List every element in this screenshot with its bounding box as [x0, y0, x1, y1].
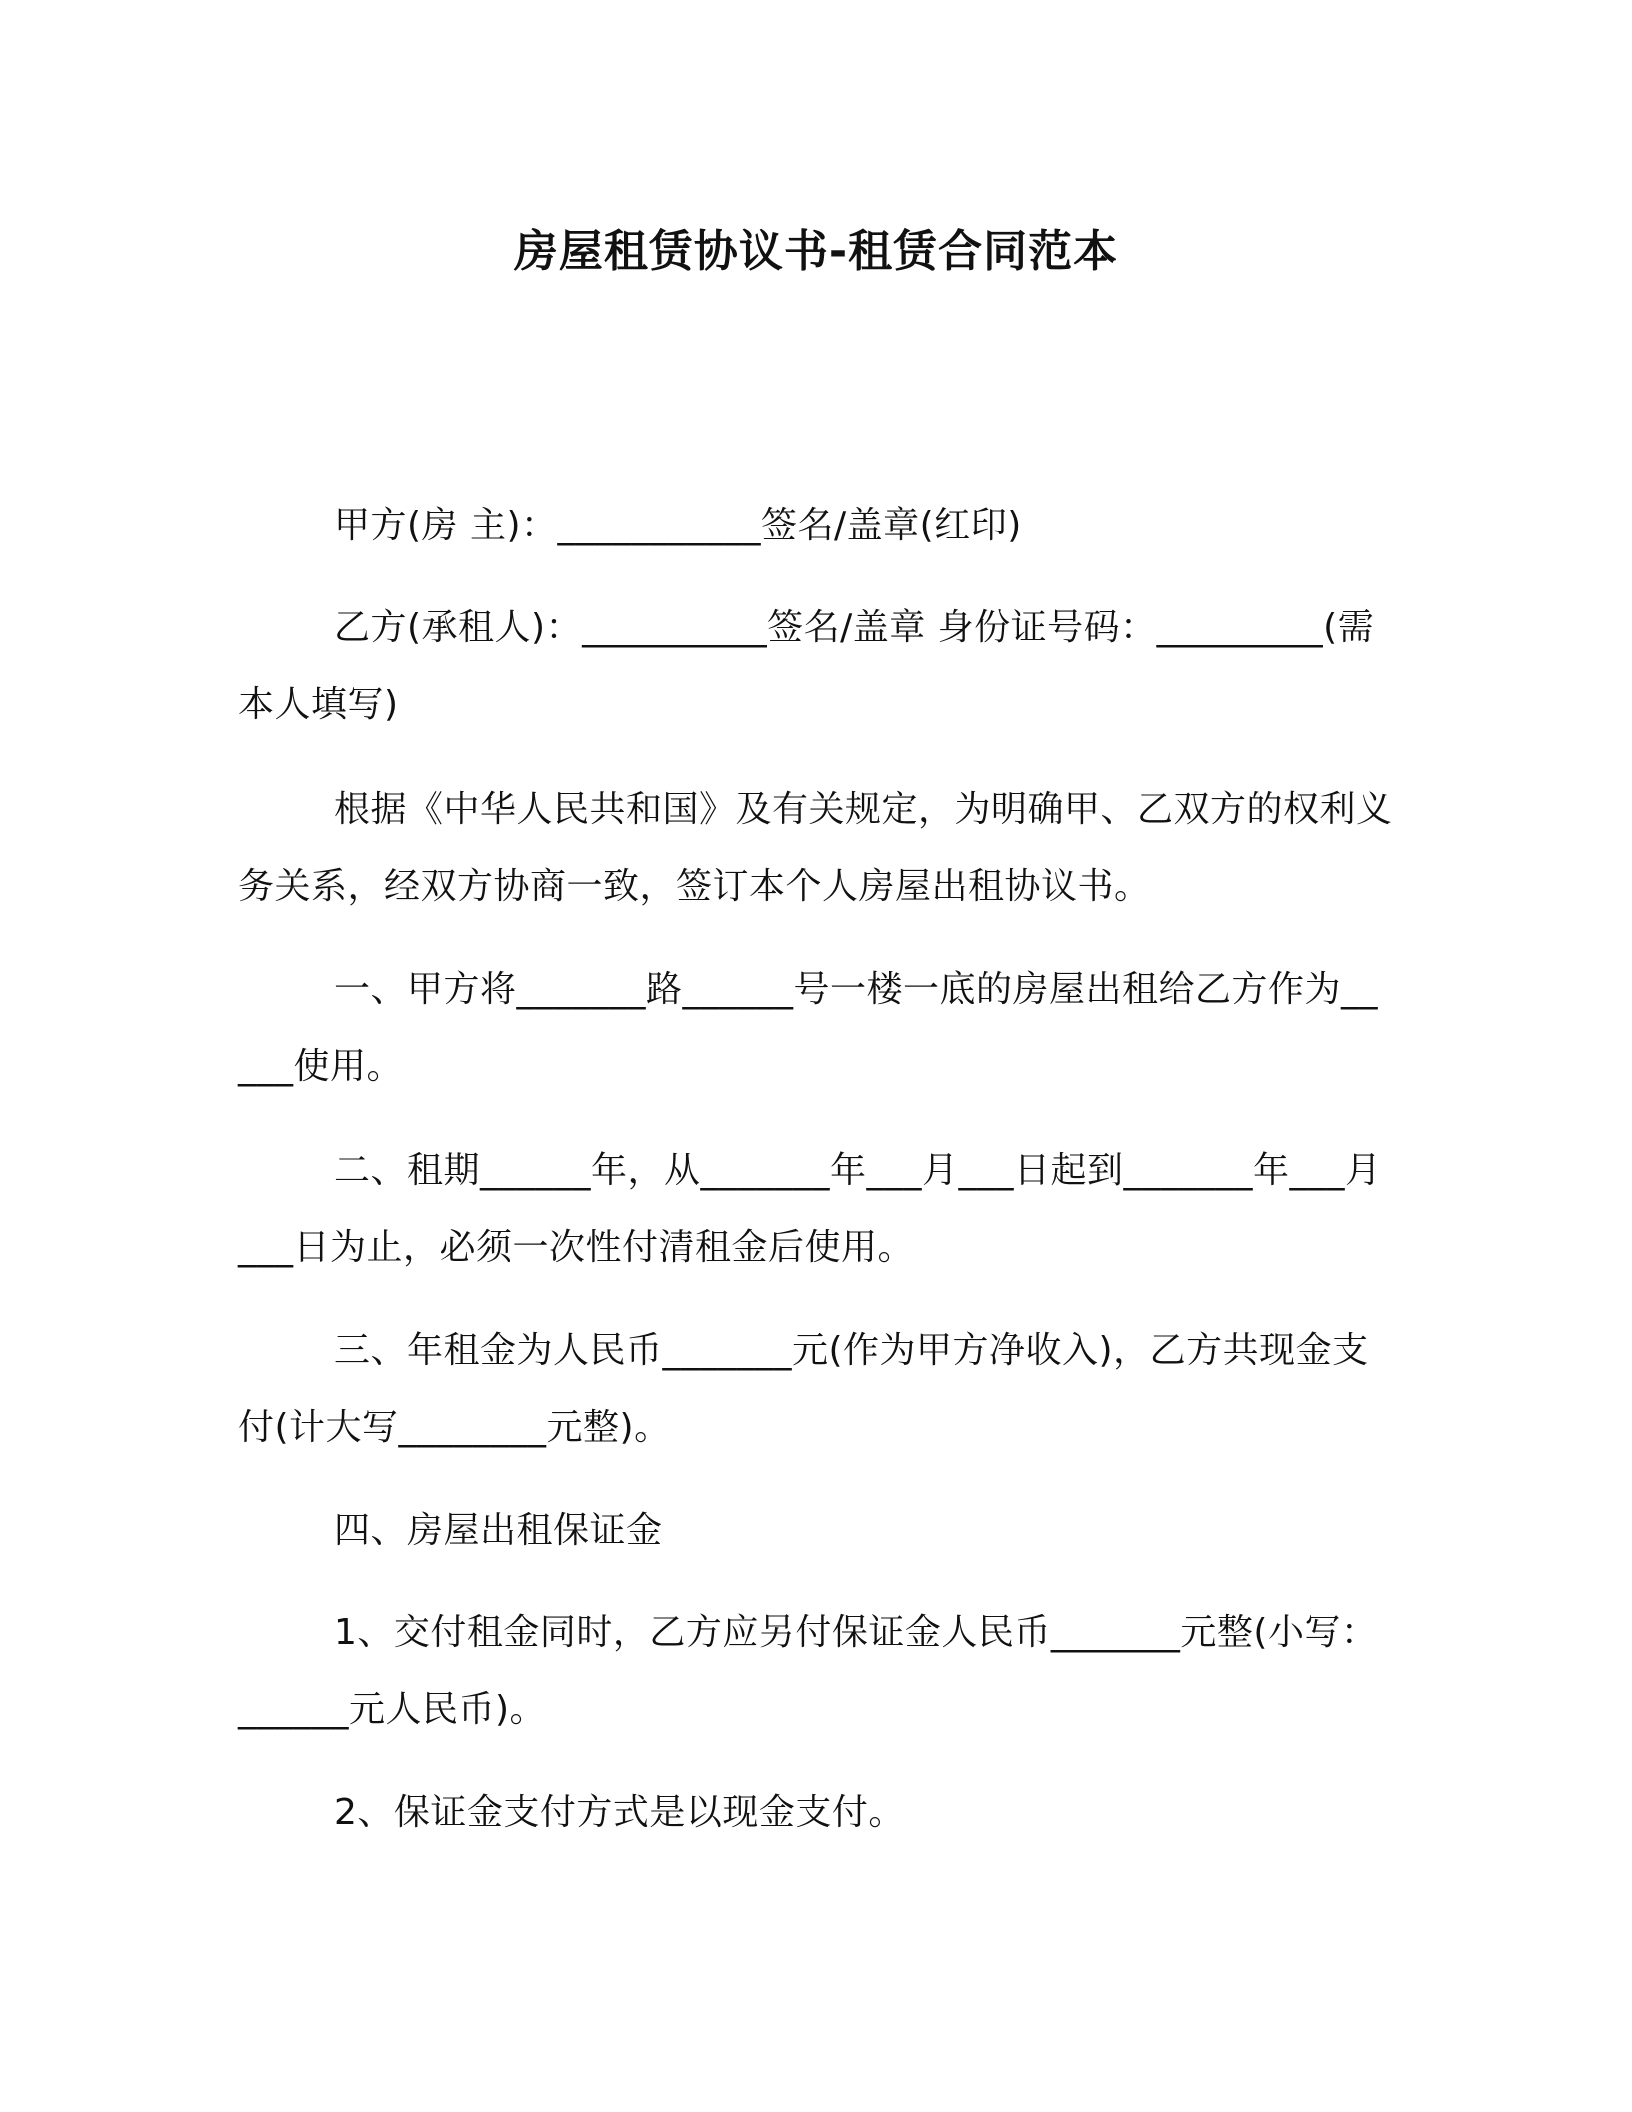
clause-4-heading: 四、房屋出租保证金: [334, 1510, 663, 1551]
deposit-item-2: 2、保证金支付方式是以现金支付。: [334, 1792, 905, 1833]
clause-1-paragraph: 一、甲方将_______路______号一楼一底的房屋出租给乙方作为_____使用。: [238, 969, 1379, 1087]
clause-2-paragraph: 二、租期______年，从_______年___月___日起到_______年___月___日为止，必须一次性付清租金后使用。: [238, 1150, 1382, 1268]
preamble-paragraph: 根据《中华人民共和国》及有关规定，为明确甲、乙双方的权利义务关系，经双方协商一致，签订本个人房屋出租协议书。: [238, 789, 1393, 907]
party-a-line: 甲方(房 主)：___________签名/盖章(红印): [334, 505, 1022, 546]
clause-3-paragraph: 三、年租金为人民币_______元(作为甲方净收入)，乙方共现金支付(计大写________元整)。: [238, 1330, 1369, 1448]
party-b-line: 乙方(承租人)：__________签名/盖章 身份证号码：_________(需本人填写): [238, 607, 1375, 725]
document-title: 房屋租赁协议书-租赁合同范本: [513, 226, 1119, 277]
deposit-item-1: 1、交付租金同时，乙方应另付保证金人民币_______元整(小写：______元人民币)。: [238, 1612, 1378, 1730]
